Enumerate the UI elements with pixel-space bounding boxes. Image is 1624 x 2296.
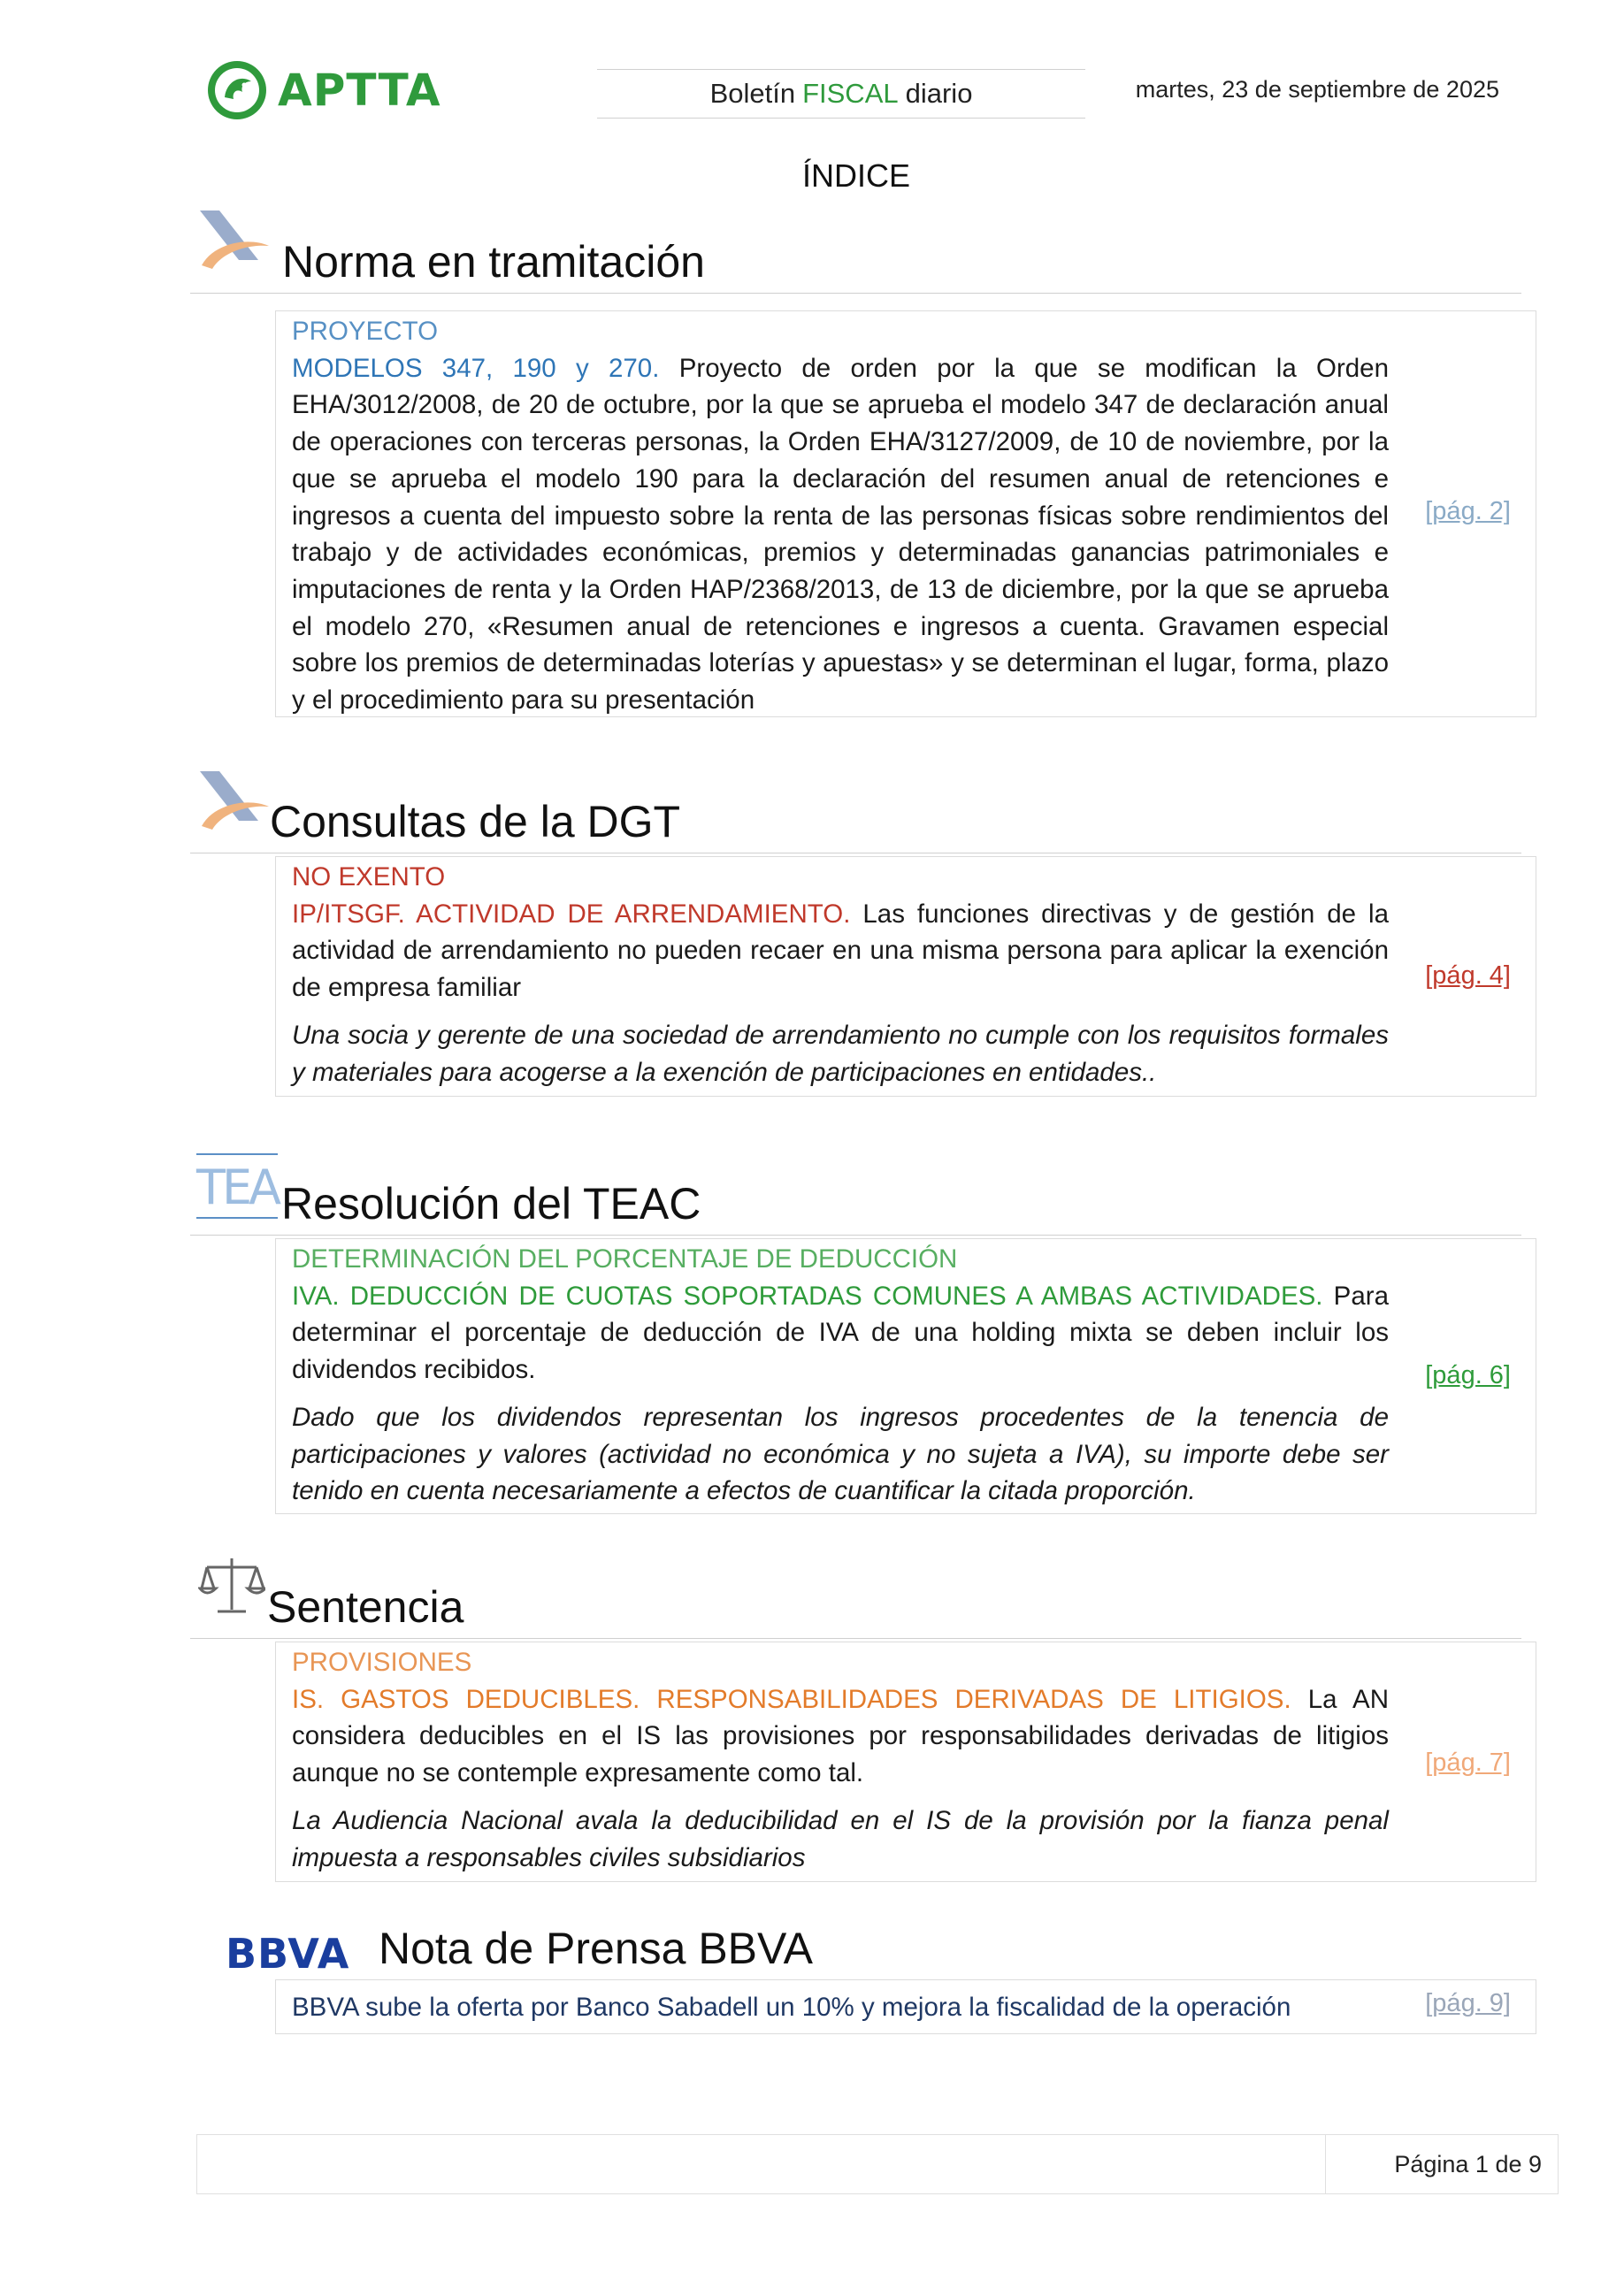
entry-title-link[interactable]: IVA. DEDUCCIÓN DE CUOTAS SOPORTADAS COMUNES A AMBAS ACTIVIDADES.	[292, 1281, 1323, 1311]
entry-text: La AN considera deducibles en el IS las provisiones por responsabilidades derivadas de litigios aunque no se contemple expresamente como tal.	[292, 1684, 1389, 1788]
entry-summary: Una socia y gerente de una sociedad de arrendamiento no cumple con los requisitos formales y materiales para acogerse a la exención de participaciones en entidades..	[292, 1020, 1389, 1087]
entry-text: Para determinar el porcentaje de deducción de IVA de una holding mixta se deben incluir los dividendos recibidos.	[292, 1281, 1389, 1385]
page-link[interactable]: [pág. 7]	[1425, 1749, 1511, 1777]
page-link[interactable]: [pág. 4]	[1425, 961, 1511, 990]
bbva-logo: BBVA	[226, 1930, 350, 1978]
entry-box	[275, 310, 1536, 717]
aptta-emblem-icon	[205, 58, 269, 122]
entry-title-link[interactable]: MODELOS 347, 190 y 270.	[292, 353, 660, 383]
footer-divider	[1325, 2135, 1326, 2193]
press-release-link[interactable]: BBVA sube la oferta por Banco Sabadell un 10% y mejora la fiscalidad de la operación	[292, 1993, 1291, 2022]
bulletin-date: martes, 23 de septiembre de 2025	[1135, 76, 1499, 103]
entry-text: Las funciones directivas y de gestión de la actividad de arrendamiento no pueden recaer en una misma persona para aplicar la exención de empresa familiar	[292, 899, 1389, 1003]
section-heading: Consultas de la DGT	[270, 797, 681, 846]
entry-summary: Dado que los dividendos representan los ingresos procedentes de la tenencia de participaciones y valores (actividad no económica y no sujeta a IVA), su importe debe ser tenido en cuenta necesariamente a efectos de cuantificar la citada proporción.	[292, 1402, 1389, 1506]
entry-category: NO EXENTO	[292, 862, 446, 892]
entry-text: Proyecto de orden por la que se modifican la Orden EHA/3012/2008, de 20 de octubre, por la que se aprueba el modelo 347 de declaración anual de operaciones con terceras personas, la Orden EHA/3127/2009, de 10 de noviembre, por la que se aprueba el modelo 190 para la declaración del resumen anual de retenciones e ingresos a cuenta del impuesto sobre la renta de las personas físicas sobre rendimientos del trabajo y de actividades económicas, premios y determinadas ganancias patrimoniales e imputaciones de renta y la Orden HAP/2368/2013, de 13 de diciembre, por la que se aprueba el modelo 270, «Resumen anual de retenciones e ingresos a cuenta. Gravamen especial sobre los premios de determinadas loterías y apuestas» y se determinan el lugar, forma, plazo y el procedimiento para su presentación	[292, 353, 1389, 716]
title-part-3: diario	[905, 78, 973, 109]
entry-category: DETERMINACIÓN DEL PORCENTAJE DE DEDUCCIÓN	[292, 1244, 958, 1274]
page-link[interactable]: [pág. 2]	[1425, 497, 1511, 525]
index-title: ÍNDICE	[801, 157, 910, 194]
entry-category: PROVISIONES	[292, 1648, 472, 1677]
section-divider	[190, 1638, 1521, 1639]
section-heading: Nota de Prensa BBVA	[379, 1924, 814, 1973]
tea-logo-icon: TEA	[196, 1146, 278, 1221]
section-heading: Resolución del TEAC	[281, 1179, 701, 1228]
entry-summary: La Audiencia Nacional avala la deducibilidad en el IS de la provisión por la fianza penal impuesta a responsables civiles subsidiarios	[292, 1805, 1389, 1872]
title-part-1: Boletín	[709, 78, 796, 109]
page-link[interactable]: [pág. 9]	[1425, 1989, 1511, 2017]
logo-text: APTTA	[278, 65, 441, 116]
aeat-logo-icon	[196, 207, 272, 278]
entry-title-link[interactable]: IS. GASTOS DEDUCIBLES. RESPONSABILIDADES DERIVADAS DE LITIGIOS.	[292, 1684, 1291, 1714]
section-divider	[190, 1235, 1521, 1236]
page-link[interactable]: [pág. 6]	[1425, 1361, 1511, 1389]
entry-box	[275, 856, 1536, 1097]
page-footer	[196, 2134, 1559, 2194]
aptta-logo	[205, 58, 453, 122]
entry-title-link[interactable]: IP/ITSGF. ACTIVIDAD DE ARRENDAMIENTO.	[292, 899, 851, 929]
page-number: Página 1 de 9	[1394, 2151, 1542, 2177]
section-heading: Norma en tramitación	[282, 237, 705, 287]
entry-box	[275, 1979, 1536, 2034]
scales-icon	[198, 1553, 265, 1620]
entry-box	[275, 1642, 1536, 1882]
title-part-2: FISCAL	[802, 78, 899, 109]
entry-box	[275, 1238, 1536, 1514]
aeat-logo-icon	[196, 768, 272, 838]
section-heading: Sentencia	[267, 1582, 464, 1632]
bulletin-title	[597, 69, 1085, 119]
entry-category: PROYECTO	[292, 317, 439, 346]
section-divider	[190, 293, 1521, 294]
